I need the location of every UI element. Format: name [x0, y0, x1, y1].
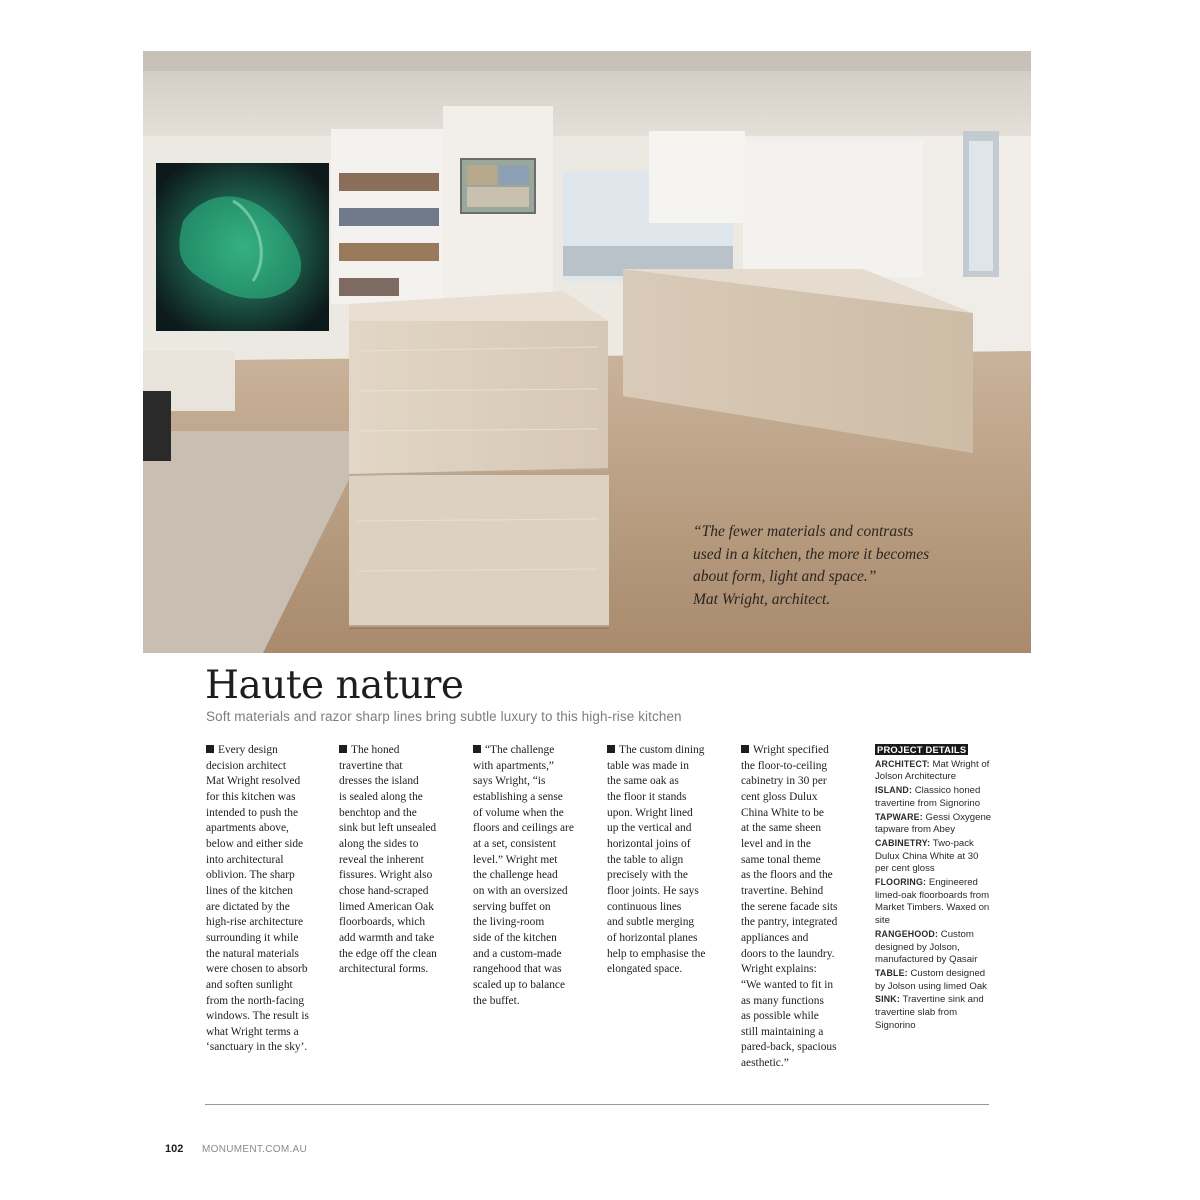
detail-item: SINK: Travertine sink and travertine slab from Signorino — [875, 994, 984, 1031]
bullet-square-icon — [206, 745, 214, 753]
detail-item: TABLE: Custom designed by Jolson using limed Oak — [875, 967, 987, 992]
article-standfirst: Soft materials and razor sharp lines bring subtle luxury to this high-rise kitchen — [206, 709, 682, 724]
bullet-square-icon — [473, 745, 481, 753]
detail-item: TAPWARE: Gessi Oxygene tapware from Abey — [875, 811, 992, 836]
detail-item: ISLAND: Classico honed travertine from Signorino — [875, 785, 981, 809]
bullet-square-icon — [741, 745, 749, 753]
body-text: Every design decision architect Mat Wright resolved for this kitchen was intended to push the apartments above, below and either side into architectural oblivion. The sharp lines of the kitchen are dictated by the high-rise architecture surrounding it while the natural materials were chosen to absorb and soften sunlight from the north-facing windows. The result is what Wright terms a ‘sanctuary in the sky’. — [206, 744, 309, 1054]
article-headline: Haute nature — [205, 663, 464, 708]
pull-quote-attribution: Mat Wright, architect. — [693, 590, 831, 608]
footer-divider — [205, 1104, 989, 1105]
body-text: “The challenge with apartments,” says Wright, “is establishing a sense of volume when the floors and ceilings are at a set, consistent level.” Wright met the challenge head on with an oversized serving buffet on the living-room side of the kitchen and a custom-made rangehood that was scaled up to balance the buffet. — [473, 744, 574, 1007]
pull-quote-line: “The fewer materials and contrasts — [693, 523, 914, 540]
detail-item: FLOORING: Engineered limed-oak floorboards from Market Timbers. Waxed on site — [875, 877, 990, 927]
body-column-2 — [339, 743, 457, 978]
body-text: Wright specified the floor-to-ceiling cabinetry in 30 per cent gloss Dulux China White to be at the same sheen level and in the same tonal theme as the floors and the travertine. Behind the serene facade sits the pantry, integrated appliances and doors to the laundry. Wright explains: “We wanted to fit in as many functions as possible while still maintaining a pared-back, spacious aesthetic.” — [741, 744, 838, 1070]
bullet-square-icon — [607, 745, 615, 753]
detail-item: CABINETRY: Two-pack Dulux China White at 30 per cent gloss — [875, 837, 979, 875]
website-link[interactable]: MONUMENT.COM.AU — [202, 1144, 308, 1155]
project-details — [875, 744, 993, 1032]
page-number: 102 — [165, 1143, 184, 1155]
project-details-heading: PROJECT DETAILS — [877, 744, 967, 755]
detail-item: RANGEHOOD: Custom designed by Jolson, manufactured by Qasair — [875, 928, 978, 966]
pull-quote — [693, 521, 993, 611]
pull-quote-line: about form, light and space.” — [693, 568, 877, 585]
body-column-3 — [473, 743, 591, 1009]
pull-quote-line: used in a kitchen, the more it becomes — [693, 545, 930, 563]
detail-item: ARCHITECT: Mat Wright of Jolson Architecture — [875, 758, 990, 783]
body-column-5 — [741, 743, 859, 1072]
body-column-1 — [206, 743, 324, 1056]
body-column-4 — [607, 743, 725, 978]
kitchen-photo — [143, 51, 1031, 653]
bullet-square-icon — [339, 745, 347, 753]
body-text: The custom dining table was made in the same oak as the floor it stands upon. Wright lined up the vertical and horizontal joins of the table to align precisely with the floor joints. He says continuous lines and subtle merging of horizontal planes help to emphasise the elongated space. — [607, 744, 706, 976]
body-text: The honed travertine that dresses the island is sealed along the benchtop and the sink but left unsealed along the sides to reveal the inherent fissures. Wright also chose hand-scraped limed American Oak floorboards, which add warmth and take the edge off the clean architectural forms. — [339, 744, 437, 976]
